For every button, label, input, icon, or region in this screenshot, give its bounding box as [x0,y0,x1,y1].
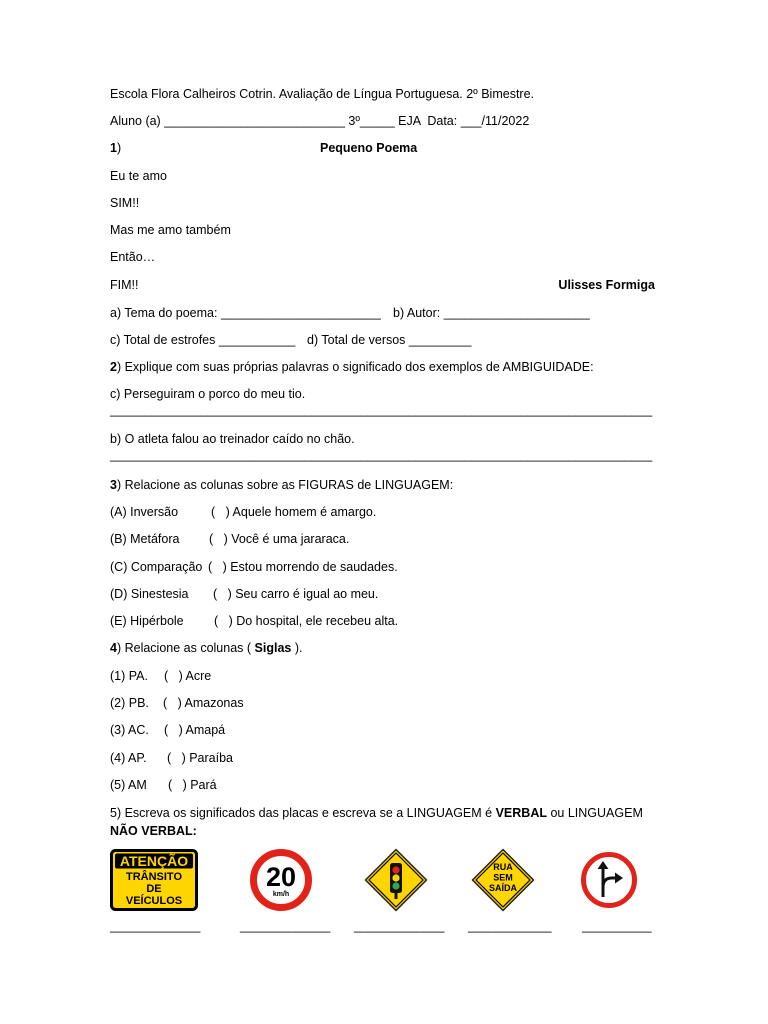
question-1-item-b: b) Autor: _____________________ [393,306,590,320]
state-match-blank: ( ) Amapá [164,723,226,737]
state-abbreviation: (2) PB. [110,696,149,710]
question-5-prompt-continuation: NÃO VERBAL: [110,824,197,838]
sign-text: DE [146,883,162,895]
state-match-blank: ( ) Pará [168,778,217,792]
question-number-suffix: ) [116,141,122,155]
poem-line: FIM!! [110,278,139,292]
question-prompt-bold: VERBAL [495,806,547,820]
question-number: 2 [110,360,117,374]
poem-line: Mas me amo também [110,223,231,237]
question-prompt-text: ou LINGUAGEM [547,806,643,820]
poem-title: Pequeno Poema [320,141,418,155]
ambiguity-sentence: b) O atleta falou ao treinador caído no chão. [110,432,355,446]
poem-line: Eu te amo [110,169,167,183]
figure-match-sentence: ( ) Estou morrendo de saudades. [208,560,398,574]
poem-line: SIM!! [110,196,140,210]
question-number: 3 [110,478,117,492]
sign-banner-text: ATENÇÃO [119,852,189,869]
traffic-light-warning-sign-icon [364,848,428,912]
traffic-light-yellow [392,874,399,881]
question-1-item-a: a) Tema do poema: _______________________ [110,306,381,320]
sign-text: SAÍDA [488,883,518,893]
answer-line: ______________________________________________________________________________ [110,403,653,417]
poem-line: Então… [110,250,156,264]
traffic-light-green [392,882,399,889]
question-prompt-text: ) Relacione as colunas sobre as FIGURAS de LINGUAGEM: [116,478,454,492]
question-3-prompt [110,477,453,493]
question-prompt-bold: Siglas [254,641,292,655]
sign-text: VEÍCULOS [125,895,183,907]
figure-match-sentence: ( ) Do hospital, ele recebeu alta. [214,614,399,628]
figure-match-sentence: ( ) Seu carro é igual ao meu. [213,587,379,601]
sign-answer-line: _____________ [240,919,331,933]
sign-text: RUA [493,862,513,872]
figure-option: (C) Comparação [110,560,203,574]
question-5-prompt [110,805,643,821]
student-info-line: Aluno (a) __________________________ 3º_____ EJA Data: ___/11/2022 [110,114,530,128]
school-header: Escola Flora Calheiros Cotrin. Avaliação de Língua Portuguesa. 2º Bimestre. [110,87,535,101]
question-1-heading [110,140,121,156]
ambiguity-sentence: c) Perseguiram o porco do meu tio. [110,387,306,401]
atencao-transito-sign-icon [110,849,198,911]
sign-answer-line: ____________ [468,919,552,933]
state-abbreviation: (3) AC. [110,723,149,737]
question-1-item-d: d) Total de versos _________ [307,333,472,347]
dead-end-sign-icon [471,848,535,912]
figure-match-sentence: ( ) Você é uma jararaca. [209,532,350,546]
traffic-light-pole [395,893,398,899]
state-match-blank: ( ) Acre [164,669,212,683]
question-1-item-c: c) Total de estrofes ___________ [110,333,296,347]
sign-answer-line: _____________ [354,919,445,933]
state-abbreviation: (5) AM [110,778,147,792]
poem-author: Ulisses Formiga [558,278,655,292]
sign-answer-line: __________ [582,919,652,933]
speed-limit-sign-icon [249,848,313,912]
question-prompt-text: 5) Escreva os significados das placas e escreva se a LINGUAGEM é [110,806,496,820]
straight-or-right-turn-sign-icon [579,850,639,910]
question-4-prompt [110,640,302,656]
answer-line: ______________________________________________________________________________ [110,448,653,462]
state-match-blank: ( ) Amazonas [163,696,244,710]
figure-option: (A) Inversão [110,505,179,519]
sign-text: SEM [493,872,513,883]
sign-answer-line: _____________ [110,919,201,933]
sign-ring [584,855,635,906]
state-abbreviation: (1) PA. [110,669,148,683]
figure-option: (D) Sinestesia [110,587,189,601]
question-number: 4 [110,641,117,655]
speed-limit-value: 20 [265,862,297,892]
question-2-prompt [110,359,594,375]
speed-limit-unit: km/h [272,891,290,898]
state-abbreviation: (4) AP. [110,751,147,765]
question-prompt-text: ). [291,641,303,655]
traffic-light-red [392,866,399,873]
sign-text: TRÂNSITO [125,871,183,883]
figure-match-sentence: ( ) Aquele homem é amargo. [211,505,377,519]
question-prompt-text: ) Explique com suas próprias palavras o significado dos exemplos de AMBIGUIDADE: [116,360,594,374]
question-prompt-text: ) Relacione as colunas ( [116,641,255,655]
figure-option: (E) Hipérbole [110,614,184,628]
question-number: 1 [110,141,117,155]
figure-option: (B) Metáfora [110,532,180,546]
state-match-blank: ( ) Paraíba [167,751,233,765]
